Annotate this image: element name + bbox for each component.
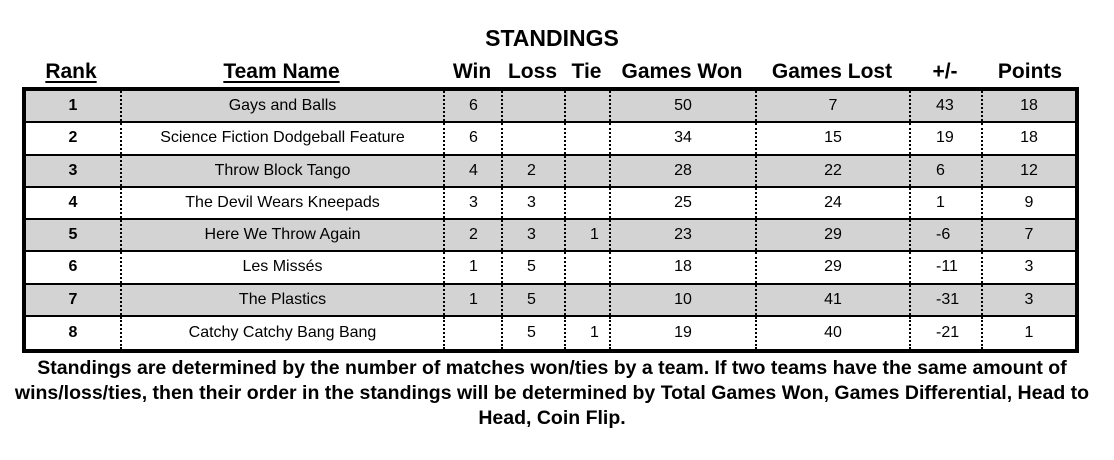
win-cell: 2: [443, 220, 501, 250]
games-lost-cell: 41: [755, 285, 909, 315]
win-cell: [443, 317, 501, 349]
team-name-cell: Catchy Catchy Bang Bang: [120, 317, 443, 349]
table-row: [26, 123, 1075, 155]
games-lost-cell: 22: [755, 156, 909, 186]
loss-cell: [501, 123, 564, 153]
rank-cell: 6: [68, 258, 78, 276]
loss-cell: 2: [501, 156, 564, 186]
table-row: [26, 317, 1075, 349]
plus-minus-cell: 1: [909, 188, 981, 218]
games-won-cell: 25: [609, 188, 755, 218]
games-won-cell: 34: [609, 123, 755, 153]
team-name-cell: Gays and Balls: [120, 91, 443, 121]
plus-minus-cell: 43: [909, 91, 981, 121]
tie-cell: [564, 252, 609, 282]
page-title: STANDINGS: [485, 25, 619, 51]
team-name-cell: The Plastics: [120, 285, 443, 315]
team-name-cell: Science Fiction Dodgeball Feature: [120, 123, 443, 153]
loss-cell: [501, 91, 564, 121]
table-row: [26, 91, 1075, 123]
win-cell: 6: [443, 91, 501, 121]
games-won-cell: 28: [609, 156, 755, 186]
rank-cell: 8: [68, 323, 78, 341]
games-lost-cell: 29: [755, 252, 909, 282]
rank-cell: 5: [68, 226, 78, 244]
loss-cell: 3: [501, 188, 564, 218]
table-row: [26, 156, 1075, 188]
table-row: [26, 188, 1075, 220]
team-name-cell: Here We Throw Again: [120, 220, 443, 250]
points-cell: 9: [981, 188, 1075, 218]
plus-minus-cell: -31: [909, 285, 981, 315]
games-lost-cell: 7: [755, 91, 909, 121]
games-won-cell: 23: [609, 220, 755, 250]
plus-minus-cell: 6: [909, 156, 981, 186]
points-cell: 1: [981, 317, 1075, 349]
win-cell: 3: [443, 188, 501, 218]
table-header: [22, 58, 1079, 86]
games-won-cell: 50: [609, 91, 755, 121]
win-cell: 6: [443, 123, 501, 153]
win-cell: 1: [443, 285, 501, 315]
tie-cell: [564, 91, 609, 121]
team-name-cell: Throw Block Tango: [120, 156, 443, 186]
points-cell: 18: [981, 123, 1075, 153]
points-cell: 3: [981, 285, 1075, 315]
tie-cell: [564, 188, 609, 218]
plus-minus-cell: -6: [909, 220, 981, 250]
rank-cell: 1: [68, 97, 78, 115]
standings-table: [22, 87, 1079, 353]
points-cell: 12: [981, 156, 1075, 186]
loss-cell: 5: [501, 252, 564, 282]
header-team-name: Team Name: [223, 60, 340, 83]
rank-cell: 2: [68, 129, 78, 147]
points-cell: 7: [981, 220, 1075, 250]
points-cell: 3: [981, 252, 1075, 282]
games-lost-cell: 15: [755, 123, 909, 153]
header-games-lost: Games Lost: [771, 60, 893, 83]
rank-cell: 7: [68, 290, 78, 308]
win-cell: 1: [443, 252, 501, 282]
games-lost-cell: 40: [755, 317, 909, 349]
games-lost-cell: 24: [755, 188, 909, 218]
games-won-cell: 10: [609, 285, 755, 315]
win-cell: 4: [443, 156, 501, 186]
header-tie: Tie: [571, 60, 602, 83]
loss-cell: 5: [501, 285, 564, 315]
header-points: Points: [997, 60, 1063, 83]
rank-cell: 4: [68, 193, 78, 211]
points-cell: 18: [981, 91, 1075, 121]
games-lost-cell: 29: [755, 220, 909, 250]
loss-cell: 5: [501, 317, 564, 349]
table-row: [26, 220, 1075, 252]
tie-cell: 1: [564, 317, 609, 349]
header-win: Win: [452, 60, 492, 83]
games-won-cell: 18: [609, 252, 755, 282]
loss-cell: 3: [501, 220, 564, 250]
header-plus-minus: +/-: [932, 60, 958, 83]
tie-cell: [564, 285, 609, 315]
plus-minus-cell: -21: [909, 317, 981, 349]
header-games-won: Games Won: [621, 60, 743, 83]
header-rank: Rank: [45, 60, 97, 83]
plus-minus-cell: -11: [909, 252, 981, 282]
standings-footnote: Standings are determined by the number of matches won/ties by a team. If two teams have the same amount of wins/loss/ties, then their order in the standings will be determined by Total Games Won, Games Differential, Head to Head, Coin Flip.: [14, 357, 1090, 429]
tie-cell: 1: [564, 220, 609, 250]
tie-cell: [564, 156, 609, 186]
rank-cell: 3: [68, 161, 78, 179]
header-loss: Loss: [507, 60, 557, 83]
table-row: [26, 285, 1075, 317]
team-name-cell: Les Missés: [120, 252, 443, 282]
tie-cell: [564, 123, 609, 153]
plus-minus-cell: 19: [909, 123, 981, 153]
table-row: [26, 252, 1075, 284]
team-name-cell: The Devil Wears Kneepads: [120, 188, 443, 218]
games-won-cell: 19: [609, 317, 755, 349]
